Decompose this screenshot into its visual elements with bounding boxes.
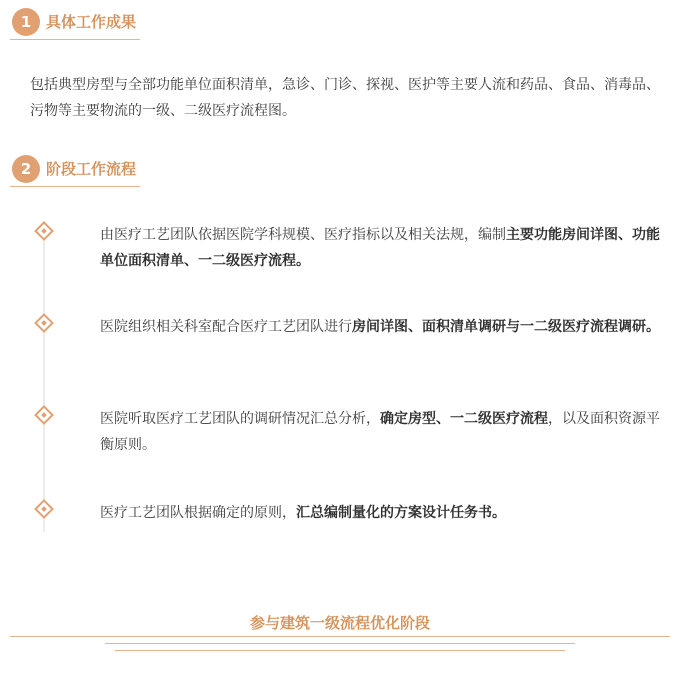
step-text: [100, 222, 660, 274]
footer-divider: [105, 643, 575, 644]
step-text-bold: 房间详图、面积清单调研与一二级医疗流程调研。: [352, 319, 660, 335]
next-section-title: 参与建筑一级流程优化阶段: [249, 614, 430, 632]
section-number-badge: 1: [12, 8, 40, 36]
section-underline: [10, 186, 140, 187]
footer-divider: [10, 636, 670, 637]
section-number-badge: 2: [12, 155, 40, 183]
step-text: [100, 406, 660, 458]
diamond-icon: [34, 221, 54, 241]
step-text: [100, 314, 660, 340]
step-text-normal: 由医疗工艺团队依据医院学科规模、医疗指标以及相关法规，编制: [100, 227, 506, 243]
diamond-icon: [34, 313, 54, 333]
step-text: [100, 500, 660, 526]
step-text-normal: ，以及面积资源平衡原则。: [100, 411, 660, 453]
step-text-normal: 医院听取医疗工艺团队的调研情况汇总分析，: [100, 411, 380, 427]
step-text-normal: 医疗工艺团队根据确定的原则，: [100, 505, 296, 521]
diamond-icon: [34, 405, 54, 425]
step-text-bold: 主要功能房间详图、功能单位面积清单、一二级医疗流程。: [100, 227, 660, 269]
step-text-bold: 确定房型、一二级医疗流程: [380, 411, 548, 427]
section-title: 阶段工作流程: [46, 160, 137, 178]
section-title: 具体工作成果: [46, 13, 137, 31]
step-text-bold: 汇总编制量化的方案设计任务书。: [296, 505, 506, 521]
step-text-normal: 医院组织相关科室配合医疗工艺团队进行: [100, 319, 352, 335]
timeline-line: [43, 232, 45, 532]
diamond-icon: [34, 499, 54, 519]
section-underline: [10, 39, 140, 40]
footer-divider: [115, 650, 565, 651]
results-paragraph: 包括典型房型与全部功能单位面积清单，急诊、门诊、探视、医护等主要人流和药品、食品、消毒品、污物等主要物流的一级、二级医疗流程图。: [30, 77, 660, 119]
